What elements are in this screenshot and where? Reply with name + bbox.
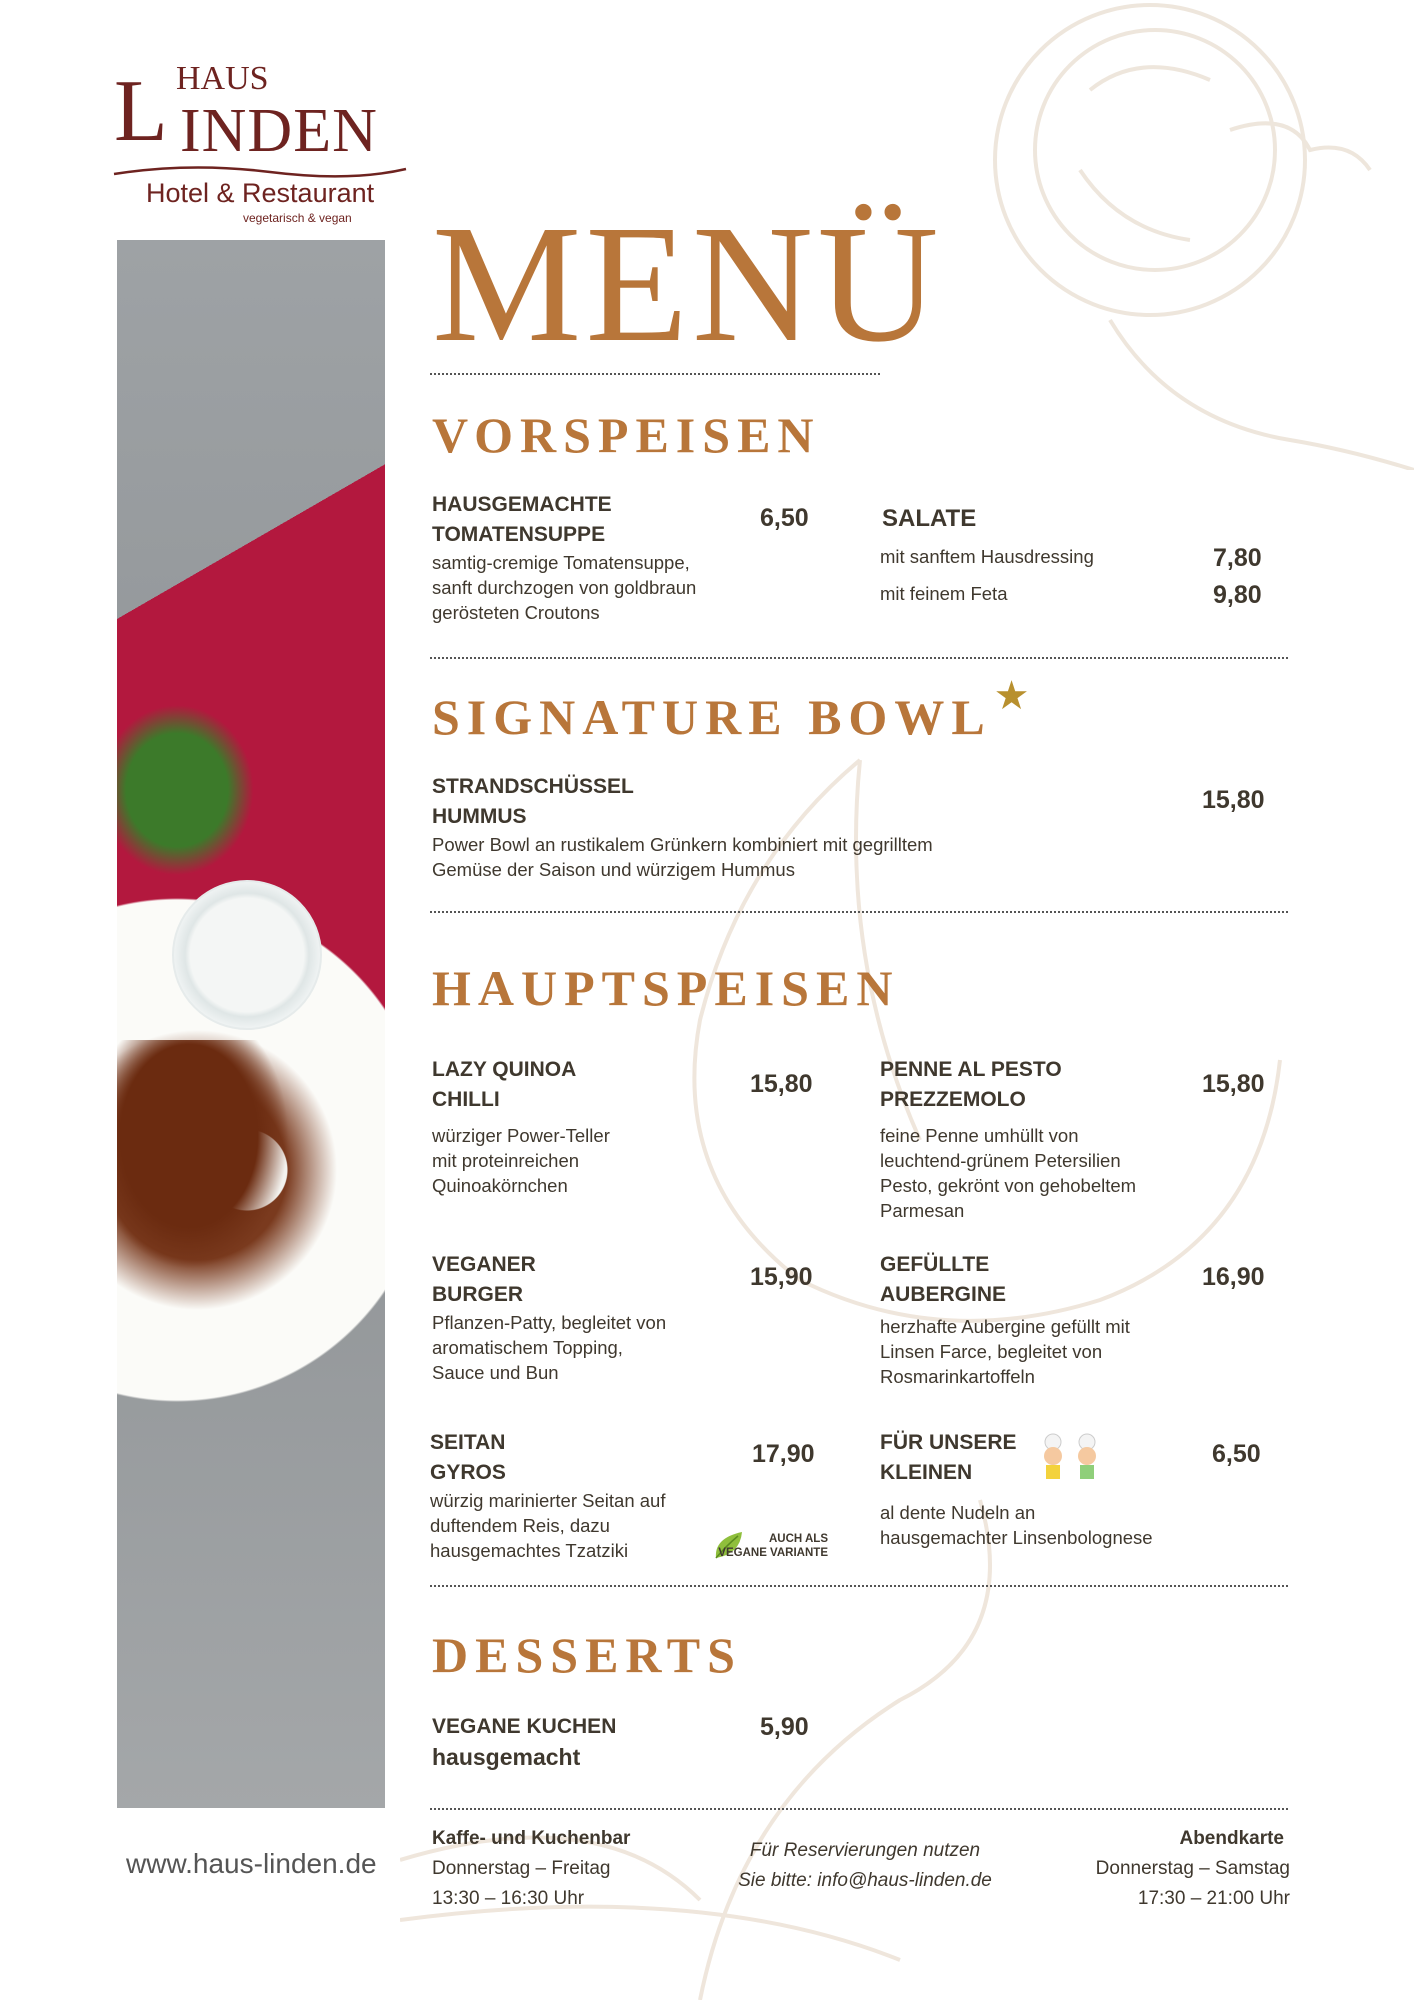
- cafe-hours: [432, 1824, 630, 1914]
- divider: [430, 1808, 1288, 1810]
- food-photo: [117, 240, 385, 1808]
- item-desc: duftendem Reis, dazu: [430, 1515, 610, 1536]
- divider: [430, 1585, 1288, 1587]
- logo-wave: [110, 164, 410, 178]
- item-subtitle: hausgemacht: [432, 1744, 581, 1770]
- item-desc: hausgemachter Linsenbolognese: [880, 1527, 1153, 1548]
- item-name: GEFÜLLTE: [880, 1253, 990, 1276]
- item-price: 15,80: [750, 1070, 813, 1098]
- item-name: PENNE AL PESTO: [880, 1058, 1062, 1081]
- item-price: 15,80: [1202, 786, 1265, 814]
- logo-haus: HAUS: [176, 60, 269, 97]
- item-name-salate: SALATE: [882, 505, 977, 532]
- item-name: VEGANER: [432, 1253, 536, 1276]
- star-icon: ★: [993, 674, 1030, 718]
- item-desc: Parmesan: [880, 1200, 965, 1221]
- badge-line: VEGANE VARIANTE: [718, 1547, 828, 1559]
- item-desc: Power Bowl an rustikalem Grünkern kombiniert mit gegrilltem: [432, 834, 933, 855]
- menu-item-strandschuessel: [432, 772, 933, 882]
- logo-hotel-restaurant: Hotel & Restaurant: [146, 178, 375, 208]
- item-desc: Sauce und Bun: [432, 1362, 559, 1383]
- item-desc: Gemüse der Saison und würzigem Hummus: [432, 859, 795, 880]
- item-desc: Pflanzen-Patty, begleitet von: [432, 1312, 667, 1333]
- section-heading-hauptspeisen: HAUPTSPEISEN: [432, 960, 900, 1016]
- item-name: CHILLI: [432, 1088, 500, 1111]
- evening-days: Donnerstag – Samstag: [1095, 1858, 1290, 1879]
- item-desc: Linsen Farce, begleitet von: [880, 1341, 1103, 1362]
- item-price: 15,80: [1202, 1070, 1265, 1098]
- menu-item: [432, 1055, 610, 1198]
- item-name: GYROS: [430, 1461, 506, 1484]
- logo: [110, 62, 410, 232]
- evening-hours: [1040, 1824, 1290, 1914]
- salad-option-price: 7,80: [1213, 544, 1262, 572]
- item-desc: hausgemachtes Tzatziki: [430, 1540, 629, 1561]
- item-desc: Pesto, gekrönt von gehobeltem: [880, 1175, 1137, 1196]
- logo-letter: L: [114, 63, 168, 160]
- item-name: LAZY QUINOA: [432, 1058, 577, 1081]
- reservation-email[interactable]: Sie bitte: info@haus-linden.de: [738, 1870, 992, 1891]
- kids-chef-icon: [1035, 1432, 1117, 1482]
- item-desc: herzhafte Aubergine gefüllt mit: [880, 1316, 1130, 1337]
- item-name: PREZZEMOLO: [880, 1088, 1026, 1111]
- item-name: VEGANE KUCHEN: [432, 1715, 617, 1738]
- section-heading-signature: SIGNATURE BOWL: [432, 689, 992, 745]
- item-name: HUMMUS: [432, 805, 527, 828]
- divider: [430, 657, 1288, 659]
- reservation-line: Für Reservierungen nutzen: [749, 1840, 981, 1861]
- item-desc: würziger Power-Teller: [432, 1125, 610, 1146]
- item-price: 5,90: [760, 1713, 809, 1741]
- item-desc: mit proteinreichen: [432, 1150, 580, 1171]
- item-name: TOMATENSUPPE: [432, 523, 606, 546]
- tzatziki-bowl: [172, 880, 322, 1030]
- item-name: STRANDSCHÜSSEL: [432, 775, 634, 798]
- vegan-variant-badge: [712, 1532, 828, 1560]
- item-price: 16,90: [1202, 1263, 1265, 1291]
- menu-item: [432, 1250, 666, 1385]
- badge-line: AUCH ALS: [769, 1533, 828, 1545]
- menu-item: [430, 1428, 665, 1563]
- divider: [430, 911, 1288, 913]
- item-price: 6,50: [1212, 1440, 1261, 1468]
- item-price: 15,90: [750, 1263, 813, 1291]
- section-heading-vorspeisen: VORSPEISEN: [432, 407, 821, 463]
- item-desc: al dente Nudeln an: [880, 1502, 1036, 1523]
- item-desc: leuchtend-grünem Petersilien: [880, 1150, 1121, 1171]
- page-title: MENÜ: [432, 191, 943, 377]
- item-desc: Quinoakörnchen: [432, 1175, 568, 1196]
- evening-title: Abendkarte: [1179, 1828, 1284, 1849]
- section-heading-desserts: DESSERTS: [432, 1627, 742, 1683]
- website-link[interactable]: www.haus-linden.de: [126, 1848, 377, 1879]
- cafe-time: 13:30 – 16:30 Uhr: [432, 1888, 585, 1909]
- tomato-sketch-decoration: [990, 0, 1414, 470]
- item-name: FÜR UNSERE: [880, 1431, 1017, 1454]
- divider: [430, 373, 880, 375]
- item-name: KLEINEN: [880, 1461, 973, 1484]
- reservation-note: [720, 1836, 1010, 1896]
- item-name: AUBERGINE: [880, 1283, 1007, 1306]
- signature-heading-row: [432, 674, 1030, 745]
- menu-item-vegane-kuchen: [432, 1712, 616, 1772]
- item-desc: feine Penne umhüllt von: [880, 1125, 1079, 1146]
- salad-option-price: 9,80: [1213, 581, 1262, 609]
- item-name: HAUSGEMACHTE: [432, 493, 612, 516]
- salad-option: mit feinem Feta: [880, 583, 1008, 604]
- item-name: BURGER: [432, 1283, 524, 1306]
- cafe-days: Donnerstag – Freitag: [432, 1858, 611, 1879]
- item-name: SEITAN: [430, 1431, 506, 1454]
- item-desc: gerösteten Croutons: [432, 602, 600, 623]
- item-desc: würzig marinierter Seitan auf: [430, 1490, 666, 1511]
- evening-time: 17:30 – 21:00 Uhr: [1137, 1888, 1290, 1909]
- cafe-title: Kaffe- und Kuchenbar: [432, 1828, 631, 1849]
- item-desc: Rosmarinkartoffeln: [880, 1366, 1035, 1387]
- menu-item: [880, 1250, 1130, 1389]
- menu-item: [880, 1055, 1136, 1223]
- item-desc: sanft durchzogen von goldbraun: [432, 577, 697, 598]
- item-price: 17,90: [752, 1440, 815, 1468]
- logo-tagline: vegetarisch & vegan: [243, 211, 352, 225]
- salad-option: mit sanftem Hausdressing: [880, 546, 1094, 567]
- item-price: 6,50: [760, 504, 809, 532]
- item-desc: samtig-cremige Tomatensuppe,: [432, 552, 690, 573]
- menu-item-tomatensuppe: [432, 490, 696, 625]
- item-desc: aromatischem Topping,: [432, 1337, 623, 1358]
- logo-linden: INDEN: [180, 97, 378, 165]
